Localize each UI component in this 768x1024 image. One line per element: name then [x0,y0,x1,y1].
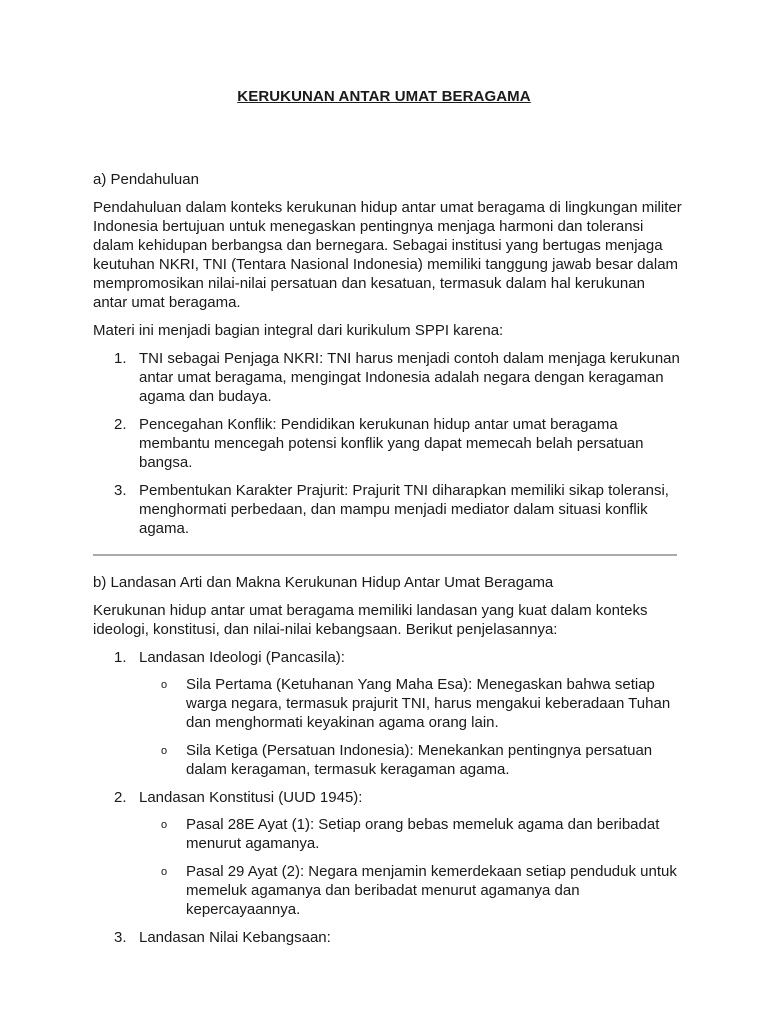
section-b-heading: b) Landasan Arti dan Makna Kerukunan Hidup Antar Umat Beragama [93,574,554,591]
document-title: KERUKUNAN ANTAR UMAT BERAGAMA [237,88,531,105]
list-item-text: Pembentukan Karakter Prajurit: Prajurit TNI diharapkan memiliki sikap toleransi, menghormati perbedaan, dan mampu menjadi mediator dalam situasi konflik agama. [139,482,669,537]
list-number: 3. [114,482,127,499]
bullet-icon: o [161,819,168,831]
sub-list [139,815,683,919]
sub-list-item-text: Pasal 29 Ayat (2): Negara menjamin kemerdekaan setiap penduduk untuk memeluk agamanya dan beribadat menurut agamanya dan kepercayaannya. [186,863,677,918]
list-item-text: Landasan Konstitusi (UUD 1945): [139,789,363,806]
sub-list [139,675,683,779]
section-divider [93,554,677,556]
list-number: 3. [114,929,127,946]
list-number: 2. [114,789,127,806]
list-number: 1. [114,649,127,666]
document-body [93,170,683,956]
section-a-list [93,349,683,538]
list-item-text: TNI sebagai Penjaga NKRI: TNI harus menjadi contoh dalam menjaga kerukunan antar umat beragama, mengingat Indonesia adalah negara dengan keragaman agama dan budaya. [139,350,680,405]
list-number: 1. [114,350,127,367]
sub-list-item [139,675,683,732]
sub-list-item [139,815,683,853]
bullet-icon: o [161,745,168,757]
sub-list-item-text: Sila Pertama (Ketuhanan Yang Maha Esa): Menegaskan bahwa setiap warga negara, termasuk prajurit TNI, harus mengakui keberadaan Tuhan dan menghormati keyakinan agama orang lain. [186,676,671,731]
section-b-paragraph-1: Kerukunan hidup antar umat beragama memiliki landasan yang kuat dalam konteks ideologi, konstitusi, dan nilai-nilai kebangsaan. Berikut penjelasannya: [93,602,648,638]
list-item-text: Pencegahan Konflik: Pendidikan kerukunan hidup antar umat beragama membantu mencegah potensi konflik yang dapat memecah belah persatuan bangsa. [139,416,644,471]
list-item-text: Landasan Nilai Kebangsaan: [139,929,331,946]
section-a-heading: a) Pendahuluan [93,171,199,188]
sub-list-item [139,862,683,919]
sub-list-item-text: Sila Ketiga (Persatuan Indonesia): Menekankan pentingnya persatuan dalam keragaman, termasuk keragaman agama. [186,742,653,778]
section-b-list [93,648,683,947]
list-item [93,928,683,947]
section-a-paragraph-1: Pendahuluan dalam konteks kerukunan hidup antar umat beragama di lingkungan militer Indonesia bertujuan untuk menegaskan pentingnya menjaga harmoni dan toleransi dalam kehidupan berbangsa dan bernegara. Sebagai institusi yang bertugas menjaga keutuhan NKRI, TNI (Tentara Nasional Indonesia) memiliki tanggung jawab besar dalam mempromosikan nilai-nilai persatuan dan kesatuan, termasuk dalam hal kerukunan antar umat beragama. [93,199,682,311]
bullet-icon: o [161,679,168,691]
sub-list-item [139,741,683,779]
list-number: 2. [114,416,127,433]
sub-list-item-text: Pasal 28E Ayat (1): Setiap orang bebas memeluk agama dan beribadat menurut agamanya. [186,816,660,852]
list-item [93,788,683,919]
list-item [93,481,683,538]
list-item [93,415,683,472]
section-a-paragraph-2: Materi ini menjadi bagian integral dari kurikulum SPPI karena: [93,322,504,339]
list-item [93,349,683,406]
list-item [93,648,683,779]
list-item-text: Landasan Ideologi (Pancasila): [139,649,345,666]
bullet-icon: o [161,866,168,878]
